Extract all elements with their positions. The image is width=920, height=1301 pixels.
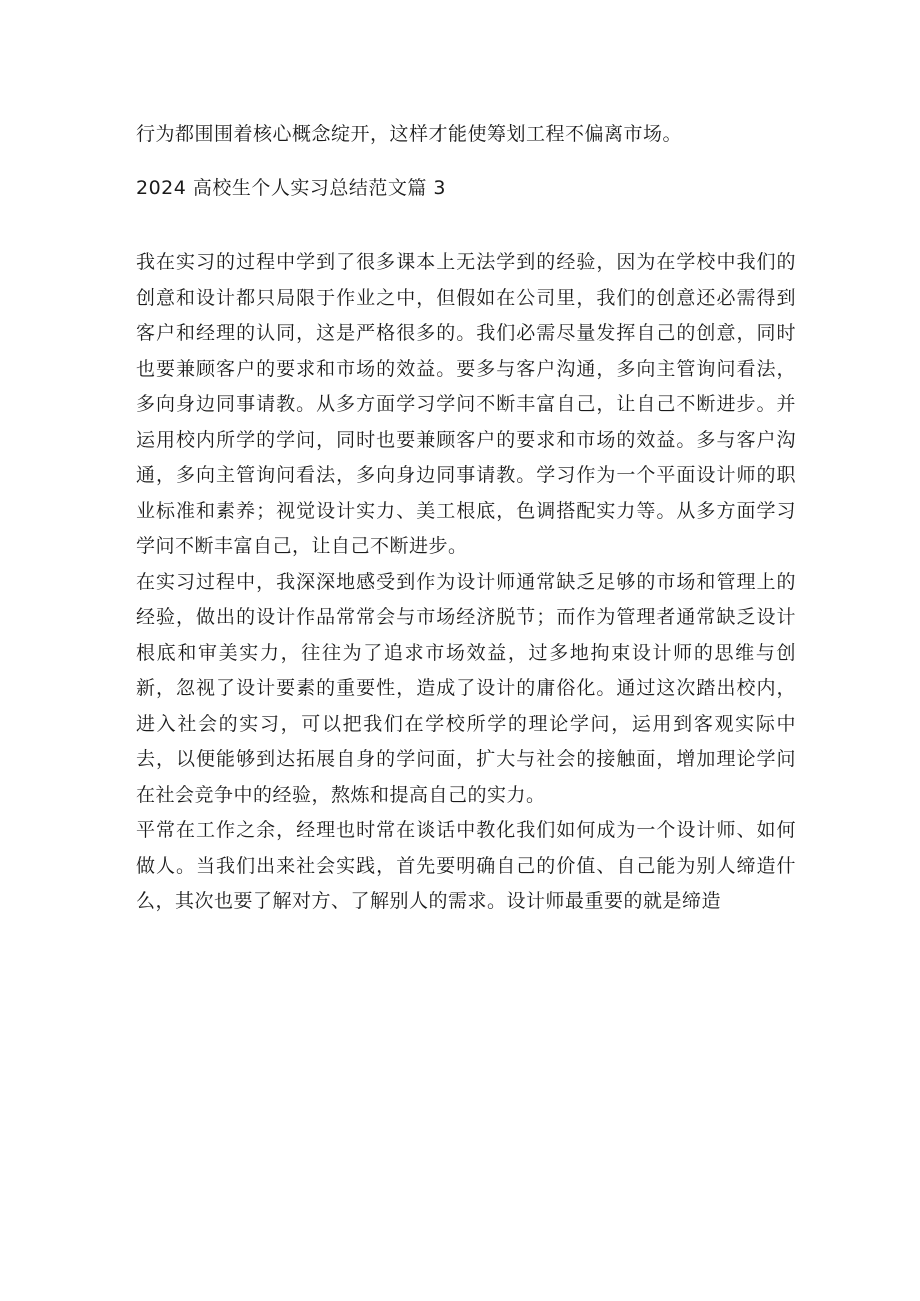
paragraph-3: 平常在工作之余，经理也时常在谈话中教化我们如何成为一个设计师、如何做人。当我们出来社会实践，首先要明确自己的价值、自己能为别人缔造什么，其次也要了解对方、了解别人的需求。设计师最重要的就是缔造 bbox=[136, 819, 796, 912]
paragraph-1: 我在实习的过程中学到了很多课本上无法学到的经验，因为在学校中我们的创意和设计都只局限于作业之中，但假如在公司里，我们的创意还必需得到客户和经理的认同，这是严格很多的。我们必需尽量发挥自己的创意，同时也要兼顾客户的要求和市场的效益。要多与客户沟通，多向主管询问看法，多向身边同事请教。从多方面学习学问不断丰富自己，让自己不断进步。并运用校内所学的学问，同时也要兼顾客户的要求和市场的效益。多与客户沟通，多向主管询问看法，多向身边同事请教。学习作为一个平面设计师的职业标准和素养；视觉设计实力、美工根底，色调搭配实力等。从多方面学习学问不断丰富自己，让自己不断进步。 bbox=[136, 251, 796, 557]
section-heading: 2024 高校生个人实习总结范文篇 3 bbox=[136, 177, 447, 199]
document-body bbox=[136, 112, 796, 920]
paragraph-2: 在实习过程中，我深深地感受到作为设计师通常缺乏足够的市场和管理上的经验，做出的设计作品常常会与市场经济脱节；而作为管理者通常缺乏设计根底和审美实力，往往为了追求市场效益，过多地拘束设计师的思维与创新，忽视了设计要素的重要性，造成了设计的庸俗化。通过这次踏出校内，进入社会的实习，可以把我们在学校所学的理论学问，运用到客观实际中去，以便能够到达拓展自身的学问面，扩大与社会的接触面，增加理论学问在社会竞争中的经验，熬炼和提高自己的实力。 bbox=[136, 570, 796, 806]
intro-line: 行为都围围着核心概念绽开，这样才能使筹划工程不偏离市场。 bbox=[136, 123, 683, 145]
